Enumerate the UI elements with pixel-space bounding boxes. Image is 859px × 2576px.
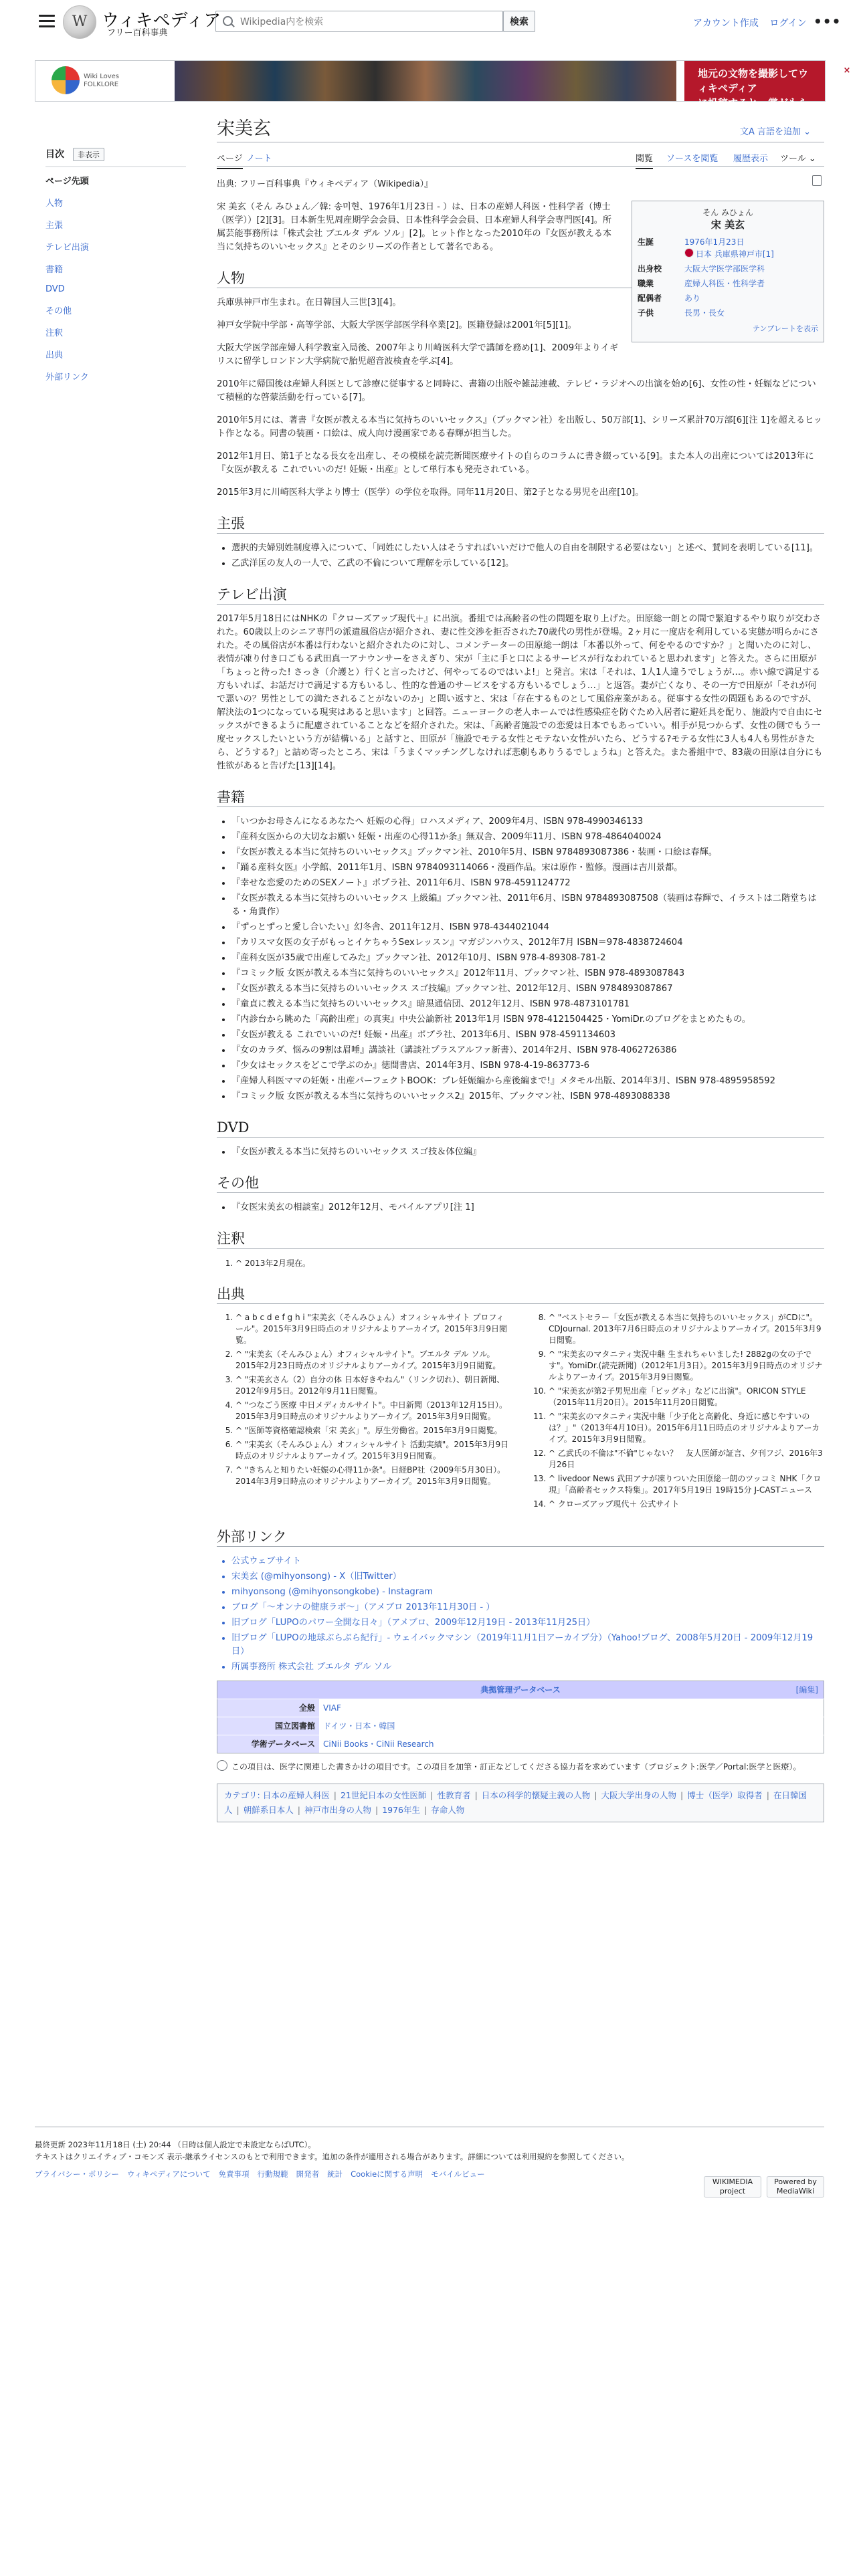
infobox-value-line[interactable]: 産婦人科医・性科学者 [684,279,765,288]
infobox-row-label: 配偶者 [638,294,662,303]
external-link[interactable]: • 旧ブログ「LUPOのパワー全開な日々」（アメブロ、2009年12月19日 - 2013年11月25日） [231,1616,824,1630]
person-paragraph: 大阪大学医学部産婦人科学教室入局後、2007年より川崎医科大学で講師を務め[1]、2009年よりイギリスに留学しロンドン大学病院で胎児超音波検査を学ぶ[4]。 [217,343,619,366]
banner-call-to-action[interactable] [684,61,825,124]
banner-logo-line-1: Wiki Loves [84,73,119,80]
reference-item: 13. ^ livedoor News 武田アナが凍りついた田原総一朗のツッコミ NHK「クロ現」「高齢者セックス特集」。2017年5月19日 19時15分 J-CASTニュース [549,1473,824,1496]
book-item: • 『幸せな恋愛のためのSEXノート』ポプラ社、2011年6月、ISBN 978-4591124772 [231,877,824,890]
infobox-value-line[interactable]: あり [684,294,701,303]
category-link[interactable]: 日本の産婦人科医 [262,1790,330,1800]
wikipedia-globe-logo-icon[interactable]: W [63,5,96,39]
reference-item: 8. ^ "ベストセラー「女医が教える本当に気持ちのいいセックス」がCDに"。CDJournal. 2013年7月6日時点のオリジナルよりアーカイブ。2015年3月9日閲覧。 [549,1312,824,1346]
reference-item: 5. ^ "医師等資格確認検索「宋 美玄」"。厚生労働省。2015年3月9日閲覧。 [235,1425,511,1436]
campaign-banner[interactable] [35,60,851,124]
tab-read[interactable]: 閲覧 [636,151,653,164]
search-box [215,11,503,32]
category-separator: | [236,1805,240,1815]
infobox-row [638,236,818,260]
list-item: • 『女医宋美玄の相談室』2012年12月、モバイルアプリ[注 1] [231,1201,824,1214]
book-item: • 『女医が教える本当に気持ちのいいセックス スゴ技編』ブックマン社、2012年12月、ISBN 9784893087867 [231,982,824,996]
authority-row [217,1735,824,1753]
infobox-template-link[interactable]: テンプレートを表示 [752,324,818,333]
category-link[interactable]: 在日韓国人 [224,1790,807,1815]
authority-edit-link[interactable]: [編集] [795,1685,818,1695]
last-modified: 最終更新 2023年11月18日 (土) 20:44 （日時は個人設定で未設定ならばUTC）。 [35,2140,316,2149]
external-link[interactable]: • ブログ「～オンナの健康ラボ～」（アメブロ 2013年11月30日 - ） [231,1601,824,1614]
category-link[interactable]: 博士（医学）取得者 [687,1790,763,1800]
create-account-link[interactable]: アカウント作成 [693,18,759,29]
wiki-loves-folklore-logo-icon [52,66,80,94]
infobox-value-line[interactable]: 大阪大学医学部医学科 [684,264,765,274]
wikipedia-tagline: フリー百科事典 [107,28,168,38]
toc-item[interactable]: テレビ出演 [45,243,89,253]
book-item: • 『女のカラダ、悩みの9割は眉唾』講談社（講談社プラスアルファ新書）、2014年2月、ISBN 978-4062726386 [231,1044,824,1057]
toc-header [45,147,186,161]
category-separator: | [297,1805,300,1815]
category-link[interactable]: 神戸市出身の人物 [304,1805,371,1815]
footer-link[interactable]: Cookieに関する声明 [351,2169,423,2179]
footer-link[interactable]: モバイルビュー [431,2169,485,2179]
authority-label: 国立図書館 [217,1717,320,1735]
reference-item: 10. ^ "宋美玄が第2子男児出産「ビッグネ」などに出演"。ORICON STYLE（2015年11月20日）。2015年11月20日閲覧。 [549,1386,824,1408]
infobox-row-label: 出身校 [638,264,662,274]
infobox-row-value [684,292,818,304]
category-link[interactable]: 21世紀日本の女性医師 [340,1790,427,1800]
authority-value[interactable]: VIAF [319,1699,824,1717]
infobox-row [638,307,818,319]
book-item: • 『ずっとずっと愛し合いたい』幻冬舎、2011年12月、ISBN 978-4344021044 [231,921,824,934]
external-link[interactable]: • mihyonsong (@mihyonsongkobe) - Instagram [231,1586,824,1599]
book-item: • 『コミック版 女医が教える本当に気持ちのいいセックス2』2015年、ブックマン社、ISBN 978-4893088338 [231,1090,824,1103]
infobox-row-value [684,263,818,275]
section-heading-books: 書籍 [217,790,824,807]
footer-link[interactable]: ウィキペディアについて [126,2169,211,2179]
book-item: • 『コミック版 女医が教える本当に気持ちのいいセックス』2012年11月、ブックマン社、ISBN 978-4893087843 [231,967,824,980]
page-footer [35,2139,824,2180]
category-separator: | [474,1790,478,1800]
tv-paragraph: 2017年5月18日にはNHKの『クローズアップ現代＋』に出演。番組では高齢者の性の問題を取り上げた。田原総一朗との間で緊迫するやり取りが交わされた。60歳以上のシニア専門の派遣風俗店が紹介され、妻に性交渉を拒否された70歳代の男性が登場。2ヶ月に一度店を利用している実態が明らかにされた。その風俗店が本番は行わないと紹介されたのに対し、コメンテーターの田原総一朗は「本番以外って、何をやるのですか？」と聞いたのに対し、表情が凍り付き口ごもる武田真一アナウンサーをさえぎり、宋が「主に手と口によるサービスが行なわれていると思われます」と答えた。さらに田原が「ちょっと待った! さっき（介護と）行くと言ったけど、何やってるのではいよ!」と発言。宋は「それは、1人1人違うでしょうが…。赤い線で満足する方もいれば、お話だけで満足する方もいるし、性的な普通のサービスをする方もいるでしょう…」と返答。妻が亡くなり、その一方で田原が「それが何で悪いの？男性としての満たされることがないのか」と問い返すと、宋は「存在するものとして風俗産業がある。従事する女性の問題もあるのですが、解決法の1つになっている現実はあると思います」と回答。ニューヨークの老人ホームでは性感染症を防ぐため入居者に避妊具を配り、施設内で自由にセックスができるように配慮されていることなどを紹介された。宋は、「高齢者施設での恋愛は日本でもあっていい。相手が見つからず、女性の側でもう一度セックスしたいという方が結構いる」と話すと、田原が「施設でモテる女性とモテない女性がいたら、どうする?モテる女性に3人も4人も男性がきたら、どうする?」と詰め寄ったところ、宋は「うまくマッチングしなければ悲劇もありうるでしょうね」と答えた。また番組中で、83歳の田原は自分にも性欲があると告げた[13][14]。 [217,614,823,771]
book-item: • 『童貞に教える本当に気持ちのいいセックス』暗黒通信団、2012年12月、ISBN 978-4873101781 [231,998,824,1011]
reference-item: 12. ^ 乙武氏の不倫は"不倫"じゃない？ 友人医師が証言、夕刊フジ、2016年3月26日 [549,1448,824,1471]
toc-item[interactable]: その他 [45,306,72,316]
medicine-stub-icon [217,1760,227,1771]
reference-item: 3. ^ "宋美玄さん（2）自分の体 日本好きやねん"（リンク切れ）、朝日新聞、2012年9月5日。2012年9月11日閲覧。 [235,1374,511,1397]
book-item: • 『女医が教える本当に気持ちのいいセックス』ブックマン社、2010年5月、ISBN 9784893087386・装画・口絵は春輝。 [231,846,824,859]
tab-view-source[interactable]: ソースを閲覧 [666,154,719,164]
banner-photo-strip [175,61,676,101]
reference-item: 14. ^ クローズアップ現代＋ 公式サイト [549,1499,824,1510]
main-menu-icon[interactable] [39,15,55,28]
search-icon [223,16,233,26]
toc-item[interactable]: 書籍 [45,265,64,275]
person-paragraph: 2012年1月日、第1子となる長女を出産し、その模様を読売新聞医療サイトの自らのコラムに書き綴っている[9]。また本人の出産については2013年に『女医が教える これでいいのだ! 妊娠・出産』として単行本も発売されている。 [217,451,814,475]
infobox-row-label: 職業 [638,279,654,288]
person-paragraph: 2010年5月には、著書『女医が教える本当に気持ちのいいセックス』（ブックマン社）を出版し、50万部[1]、シリーズ累計70万部[6][注 1]を超えるヒット作となる。同書の装画・口絵は、成人向け漫画家である春輝が担当した。 [217,415,823,439]
page-source-note: 出典: フリー百科事典『ウィキペディア（Wikipedia）』 [217,179,434,189]
section-heading-sources: 出典 [217,1287,824,1304]
external-link[interactable]: • 公式ウェブサイト [231,1555,824,1568]
authority-control-header [217,1681,824,1699]
section-heading-notes: 注釈 [217,1232,824,1249]
toc-title: 目次 [45,149,64,160]
tab-page[interactable]: ページ [217,151,243,164]
login-link[interactable]: ログイン [769,18,807,29]
stub-text: この項目は、医学に関連した書きかけの項目です。この項目を加筆・訂正などしてくださる協力者を求めています（プロジェクト:医学／Portal:医学と医療）。 [231,1762,801,1772]
category-separator: | [680,1790,684,1800]
external-link[interactable]: • 旧ブログ「LUPOの地球ぶらぶら紀行」- ウェイバックマシン（2019年11月1日アーカイブ分）（Yahoo!ブログ、2008年5月20日 - 2009年12月19日） [231,1632,824,1658]
category-separator: | [766,1790,769,1800]
reference-item: 6. ^ "宋美玄（そんみひょん）オフィシャルサイト 活動実績"。2015年3月9日時点のオリジナルよりアーカイブ。2015年3月9日閲覧。 [235,1439,511,1462]
translate-icon[interactable] [812,175,822,186]
book-item: • 『女医が教える これでいいのだ! 妊娠・出産』ポプラ社、2013年6月、ISBN 978-4591134603 [231,1029,824,1042]
personal-tools [693,16,815,29]
toc-item[interactable]: 注釈 [45,328,64,338]
category-separator: | [424,1805,427,1815]
section-heading-other: その他 [217,1176,824,1193]
infobox-row-value [684,278,818,290]
footer-link[interactable]: 行動規範 [257,2169,288,2179]
category-link[interactable]: 存命人物 [431,1805,465,1815]
book-item: • 『少女はセックスをどこで学ぶのか』徳間書店、2014年3月、ISBN 978-4-19-863773-6 [231,1059,824,1073]
category-separator: | [430,1790,434,1800]
external-link[interactable]: • 所属事務所 株式会社 ブエルタ デル ソル [231,1660,824,1674]
wikipedia-wordmark[interactable]: ウィキペディア [102,11,221,31]
book-item: • 『産科女医からの大切なお願い 妊娠・出産の心得11か条』無双舎、2009年11月、ISBN 978-4864040024 [231,831,824,844]
authority-control-title[interactable]: 典拠管理データベース [480,1685,561,1695]
section-heading-dvd: DVD [217,1121,824,1138]
article-intro: 宋 美玄（そん みひょん／韓: 송미현、1976年1月23日 - ）は、日本の産婦人科医・性科学者（博士（医学））[2][3]。日本新生児周産期学会会員、日本性科学会会員、日本産婦人科学会専門医[4]。所属芸能事務所は「株式会社 ブエルタ デル ソル」[2]。ヒット作となった2010年の『女医が教える本当に気持ちのいいセックス』とそのシリーズの作者として著名である。 [217,202,612,252]
section-heading-person: 人物 [217,272,824,288]
reference-item: 9. ^ "宋美玄のマタニティ実況中継 生まれちゃいました! 2882gの女の子です"。YomiDr.(読売新聞)（2012年1月3日）。2015年3月9日時点のオリジナルよりアーカイブ。2015年3月9日閲覧。 [549,1349,824,1383]
infobox-row-label: 子供 [638,308,654,318]
infobox-row [638,263,818,275]
authority-label: 全般 [217,1699,320,1717]
reference-item: 1. ^ a b c d e f g h i "宋美玄（そんみひょん）オフィシャルサイト プロフィール"。2015年3月9日時点のオリジナルよりアーカイブ。2015年3月9日閲覧。 [235,1312,511,1346]
person-paragraph: 2010年に帰国後は産婦人科医として診療に従事すると同時に、書籍の出版や雑誌連載、テレビ・ラジオへの出演を始め[6]、女性の性・妊娠などについて積極的な啓蒙活動を行っている[7]。 [217,379,816,403]
stub-notice [217,1760,824,1773]
references [217,1312,824,1513]
note-item: 1. ^ 2013年2月現在。 [235,1257,824,1270]
search-input[interactable] [239,14,496,30]
banner-close-icon[interactable]: × [841,65,853,77]
authority-value[interactable]: CiNii Books・CiNii Research [319,1735,824,1753]
infobox-row-value [684,236,818,260]
footer-link[interactable]: 免責事項 [218,2169,250,2179]
external-link[interactable]: • 宋美玄 (@mihyonsong) - X（旧Twitter） [231,1570,824,1584]
table-of-contents [45,147,186,392]
authority-control-table [217,1681,824,1753]
infobox-name-reading: そん みひょん [702,208,753,217]
tab-talk[interactable]: ノート [246,154,272,164]
tabs-divider [217,166,824,167]
toc-item[interactable]: ページ先頭 [45,177,89,187]
add-languages-button[interactable]: 文A 言語を追加 ⌄ [740,127,812,137]
tools-menu[interactable]: ツール ⌄ [780,154,816,164]
list-item: • 『女医が教える本当に気持ちのいいセックス スゴ技＆体位編』 [231,1146,824,1159]
wikimedia-project-badge[interactable]: WIKIMEDIA project [704,2176,761,2197]
category-separator: | [594,1790,597,1800]
infobox [632,201,824,342]
authority-row [217,1717,824,1735]
reference-item: 7. ^ "きちんと知りたい妊娠の心得11か条"。日経BP社（2009年5月30日）。2014年3月9日時点のオリジナルよりアーカイブ。2015年3月9日閲覧。 [235,1465,511,1487]
reference-item: 11. ^ "宋美玄のマタニティ実況中継「少子化と高齢化、身近に感じやすいのは？」"（2013年4月10日）。2015年6月11日時点のオリジナルよりアーカイブ。2015年3月9日閲覧。 [549,1411,824,1445]
category-separator: | [333,1790,337,1800]
toc-item[interactable]: 人物 [45,199,64,209]
toc-item[interactable]: 外部リンク [45,372,89,383]
book-item: • 『産科女医が35歳で出産してみた』ブックマン社、2012年10月、ISBN 978-4-89308-781-2 [231,952,824,965]
tab-history[interactable]: 履歴表示 [733,154,769,164]
category-link[interactable]: 1976年生 [382,1805,421,1815]
person-paragraph: 兵庫県神戸市生まれ。在日韓国人三世[3][4]。 [217,298,401,308]
japan-flag-icon [684,248,694,257]
more-options-icon[interactable]: ••• [814,13,842,29]
category-links [217,1784,824,1822]
list-item: • 選択的夫婦別姓制度導入について、「同姓にしたい人はそうすればいいだけで他人の自由を制限する必要はない」と述べ、賛同を表明している[11]。 [231,542,824,555]
search-button[interactable]: 検索 [503,11,535,32]
infobox-value-line[interactable]: 1976年1月23日 [684,237,745,247]
license-text: テキストはクリエイティブ・コモンズ 表示-継承ライセンスのもとで利用できます。追加の条件が適用される場合があります。詳細については利用規約を参照してください。 [35,2152,630,2161]
authority-row [217,1699,824,1717]
banner-cta-line-1: 地元の文物を撮影してウィキペディア [698,68,809,94]
infobox-row-value [684,307,818,319]
banner-cta-line-2: に投稿すると、賞がもらえます! [698,97,809,124]
banner-logo-line-2: FOLKLORE [84,81,119,88]
footer-link[interactable]: プライバシー・ポリシー [35,2169,119,2179]
reference-item: 4. ^ "つなごう医療 中日メディカルサイト"。中日新聞（2013年12月15日）。2015年3月9日時点のオリジナルよりアーカイブ。2015年3月9日閲覧。 [235,1400,511,1422]
banner-logo-text [84,73,119,89]
category-link[interactable]: 性教育者 [437,1790,471,1800]
categories-label[interactable]: カテゴリ: [224,1790,260,1800]
infobox-value-line [684,248,818,260]
person-paragraph: 2015年3月に川崎医科大学より博士（医学）の学位を取得。同年11月20日、第2子となる男児を出産[10]。 [217,488,644,498]
book-item: • 『踊る産科女医』小学館、2011年1月、ISBN 9784093114066・漫画作品。宋は原作・監修。漫画は吉川景都。 [231,861,824,875]
infobox-row-label: 生誕 [638,237,654,247]
book-item: • 「いつかお母さんになるあなたへ 妊娠の心得」ロハスメディア、2009年4月、ISBN 978-4990346133 [231,815,824,829]
book-item: • 『内診台から眺めた「高齢出産」の真実』中央公論新社 2013年1月 ISBN 978-4121504425・YomiDr.のブログをまとめたもの。 [231,1013,824,1027]
category-link[interactable]: 日本の科学的懐疑主義の人物 [481,1790,591,1800]
list-item: • 乙武洋匡の友人の一人で、乙武の不倫について理解を示している[12]。 [231,557,824,570]
section-heading-claims: 主張 [217,517,824,534]
infobox-birthplace[interactable]: 日本 兵庫県神戸市[1] [696,249,774,259]
category-separator: | [375,1805,379,1815]
footer-link[interactable]: 統計 [327,2169,343,2179]
authority-label: 学術データベース [217,1735,320,1753]
footer-link[interactable]: 開発者 [296,2169,320,2179]
toc-item[interactable]: DVD [45,284,65,294]
infobox-name: 宋 美玄 [710,219,745,231]
book-item: • 『産婦人科医ママの妊娠・出産パーフェクトBOOK：プレ妊娠編から産後編まで!』メタモル出版、2014年3月、ISBN 978-4895958592 [231,1075,824,1088]
section-heading-tv: テレビ出演 [217,588,824,605]
category-link[interactable]: 大阪大学出身の人物 [601,1790,677,1800]
authority-value[interactable]: ドイツ・日本・韓国 [319,1717,824,1735]
reference-item: 2. ^ "宋美玄（そんみひょん）オフィシャルサイト"。ブエルタ デル ソル。2015年2月23日時点のオリジナルよりアーカイブ。2015年3月9日閲覧。 [235,1349,511,1372]
page-title: 宋美玄 [217,118,271,139]
site-header [0,0,859,44]
infobox-row [638,292,818,304]
powered-by-mediawiki-badge[interactable]: Powered by MediaWiki [767,2176,824,2197]
toc-item[interactable]: 出典 [45,350,64,360]
book-item: • 『カリスマ女医の女子がもっとイケちゃうSexレッスン』マガジンハウス、2012年7月 ISBN＝978-4838724604 [231,936,824,950]
toc-hide-button[interactable]: 非表示 [73,148,104,161]
article-body [217,201,824,1822]
toc-item[interactable]: 主張 [45,221,64,231]
infobox-row [638,278,818,290]
section-heading-external: 外部リンク [217,1530,824,1547]
book-item: • 『女医が教える本当に気持ちのいいセックス 上級編』ブックマン社、2011年6月、ISBN 9784893087508（装画は春輝で、イラストは二階堂ちはる・角貴作） [231,892,824,919]
person-paragraph: 神戸女学院中学部・高等学部、大阪大学医学部医学科卒業[2]。医籍登録は2001年[5][1]。 [217,320,577,330]
infobox-value-line[interactable]: 長男・長女 [684,308,725,318]
category-link[interactable]: 朝鮮系日本人 [243,1805,294,1815]
